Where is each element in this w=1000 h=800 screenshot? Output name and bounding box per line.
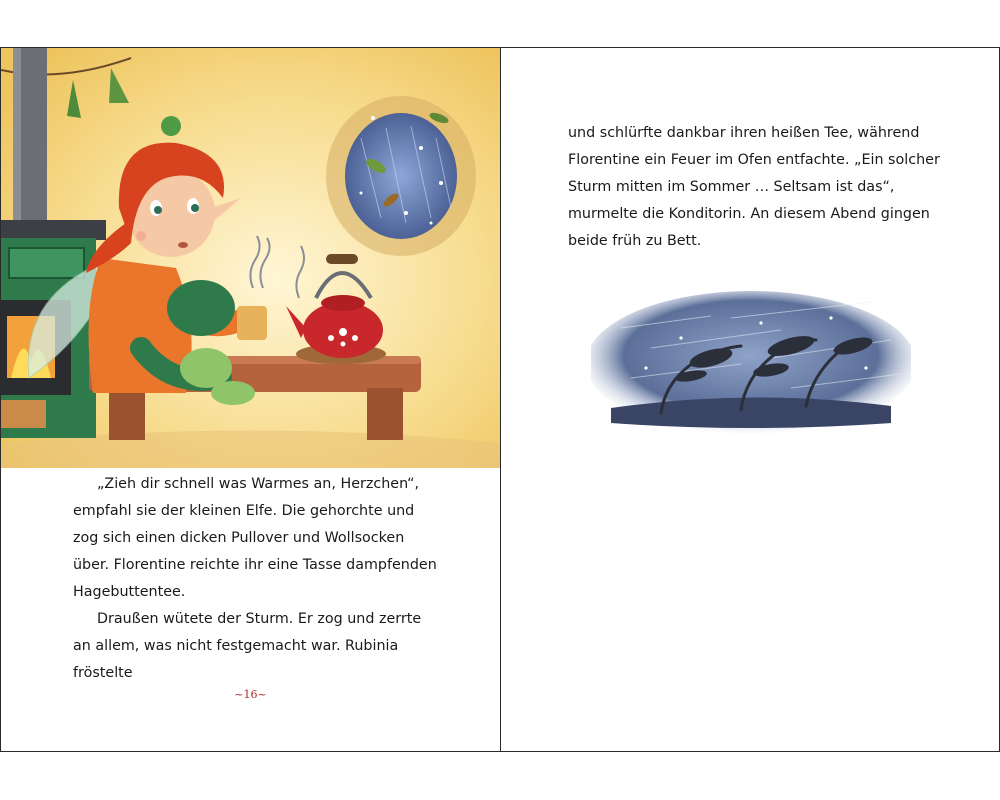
page-number: ~16~	[234, 688, 267, 701]
book-spread	[0, 47, 1000, 752]
illustration-storm-trees	[591, 288, 911, 438]
right-page-text	[568, 120, 948, 255]
left-page-text	[73, 471, 443, 687]
paragraph: und schlürfte dankbar ihren heißen Tee, während Florentine ein Feuer im Ofen entfachte. „Ein solcher Sturm mitten im Sommer … Seltsam ist das“, murmelte die Konditorin. An diesem Abend gingen beide früh zu Bett.	[568, 125, 940, 249]
paragraph: Draußen wütete der Sturm. Er zog und zerrte an allem, was nicht festgemacht war. Rubinia fröstelte	[73, 611, 422, 681]
illustration-fairy-with-tea	[1, 48, 500, 468]
paragraph: „Zieh dir schnell was Warmes an, Herzchen“, empfahl sie der kleinen Elfe. Die gehorchte und zog sich einen dicken Pullover und Wollsocken über. Florentine reichte ihr eine Tasse dampfenden Hagebuttentee.	[73, 476, 437, 600]
left-page	[1, 48, 500, 751]
right-page	[501, 48, 999, 751]
